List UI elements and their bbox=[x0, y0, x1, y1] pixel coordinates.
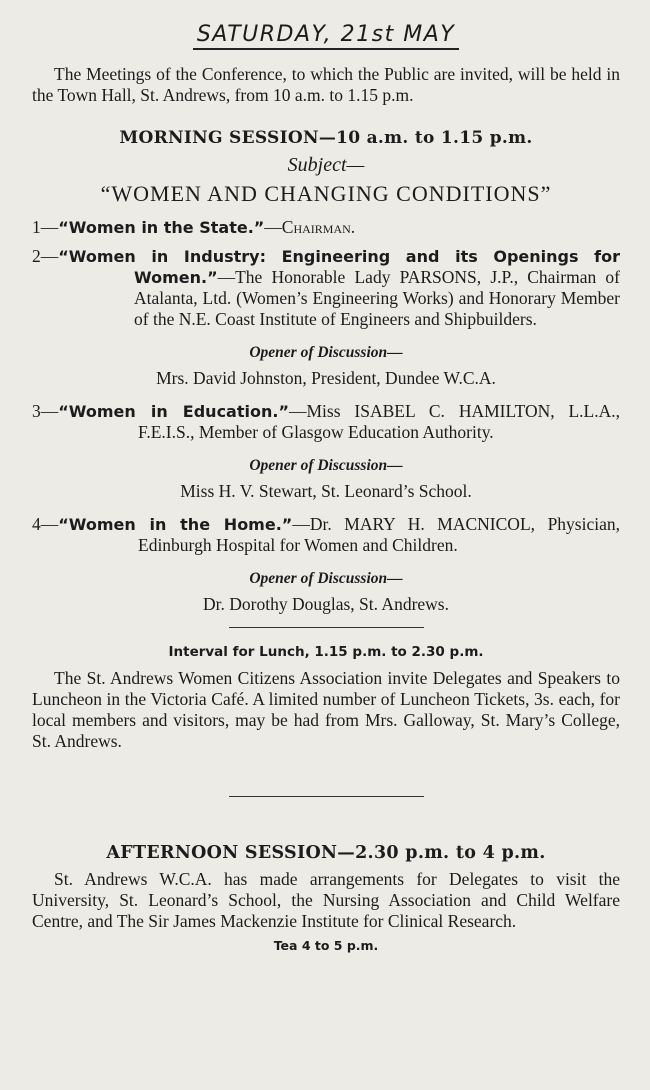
tea-time: Tea 4 to 5 p.m. bbox=[273, 938, 379, 953]
agenda-item-4 bbox=[32, 514, 620, 556]
afternoon-paragraph: St. Andrews W.C.A. has made arrangements for Delegates to visit the University, St. Leonard’s School, the Nursing Association and Child Welfare Centre, and The Sir James Mackenzie Institute for Clinical Research. bbox=[32, 869, 620, 931]
title-text: SATURDAY, 21st MAY bbox=[193, 22, 459, 50]
agenda-item-number: 4— bbox=[32, 514, 59, 534]
subject-title: “WOMEN AND CHANGING CONDITIONS” bbox=[100, 181, 552, 206]
agenda-item-detail: —The Honorable Lady PARSONS, J.P., Chairman of Atalanta, Ltd. (Women’s Engineering Works) and Honorary Member of the N.E. Coast Institute of Engineers and Shipbuilders. bbox=[134, 267, 620, 329]
lunch-interval: Interval for Lunch, 1.15 p.m. to 2.30 p.m. bbox=[168, 644, 484, 660]
agenda-item-detail: —Miss ISABEL C. HAMILTON, L.L.A., F.E.I.S., Member of Glasgow Education Authority. bbox=[138, 401, 621, 442]
opener-label: Opener of Discussion— bbox=[249, 457, 403, 474]
opener-name: Mrs. David Johnston, President, Dundee W.C.A. bbox=[156, 368, 496, 388]
opener-label: Opener of Discussion— bbox=[249, 570, 403, 587]
agenda-item-detail: —Chairman. bbox=[264, 217, 356, 237]
agenda-item-title: “Women in Industry: Engineering and its Openings for Women.” bbox=[58, 247, 620, 287]
agenda-item-2 bbox=[32, 246, 620, 330]
agenda-item-number: 3— bbox=[32, 401, 59, 421]
divider bbox=[229, 627, 424, 628]
morning-session-heading: MORNING SESSION—10 a.m. to 1.15 p.m. bbox=[119, 128, 533, 148]
divider bbox=[229, 796, 424, 797]
opener-name: Miss H. V. Stewart, St. Leonard’s School. bbox=[180, 481, 472, 501]
agenda-item-number: 2— bbox=[32, 246, 59, 266]
agenda-item-title: “Women in the Home.” bbox=[58, 515, 293, 534]
luncheon-paragraph: The St. Andrews Women Citizens Association invite Delegates and Speakers to Luncheon in the Victoria Café. A limited number of Luncheon Tickets, 3s. each, for local members and visitors, may be had from Mrs. Galloway, St. Mary’s College, St. Andrews. bbox=[32, 668, 620, 751]
agenda-item-title: “Women in Education.” bbox=[58, 402, 289, 421]
agenda-item-title: “Women in the State.” bbox=[58, 218, 265, 237]
intro-paragraph: The Meetings of the Conference, to which the Public are invited, will be held in the Town Hall, St. Andrews, from 10 a.m. to 1.15 p.m. bbox=[32, 64, 620, 105]
afternoon-session-heading: AFTERNOON SESSION—2.30 p.m. to 4 p.m. bbox=[106, 843, 546, 863]
agenda-item-3 bbox=[32, 401, 620, 443]
opener-name: Dr. Dorothy Douglas, St. Andrews. bbox=[203, 594, 449, 614]
agenda-item-1 bbox=[32, 217, 620, 238]
subject-label: Subject— bbox=[287, 154, 365, 176]
agenda-item-number: 1— bbox=[32, 217, 59, 237]
agenda-item-detail: —Dr. MARY H. MACNICOL, Physician, Edinburgh Hospital for Women and Children. bbox=[138, 514, 620, 555]
page-title bbox=[32, 22, 620, 50]
opener-label: Opener of Discussion— bbox=[249, 344, 403, 361]
